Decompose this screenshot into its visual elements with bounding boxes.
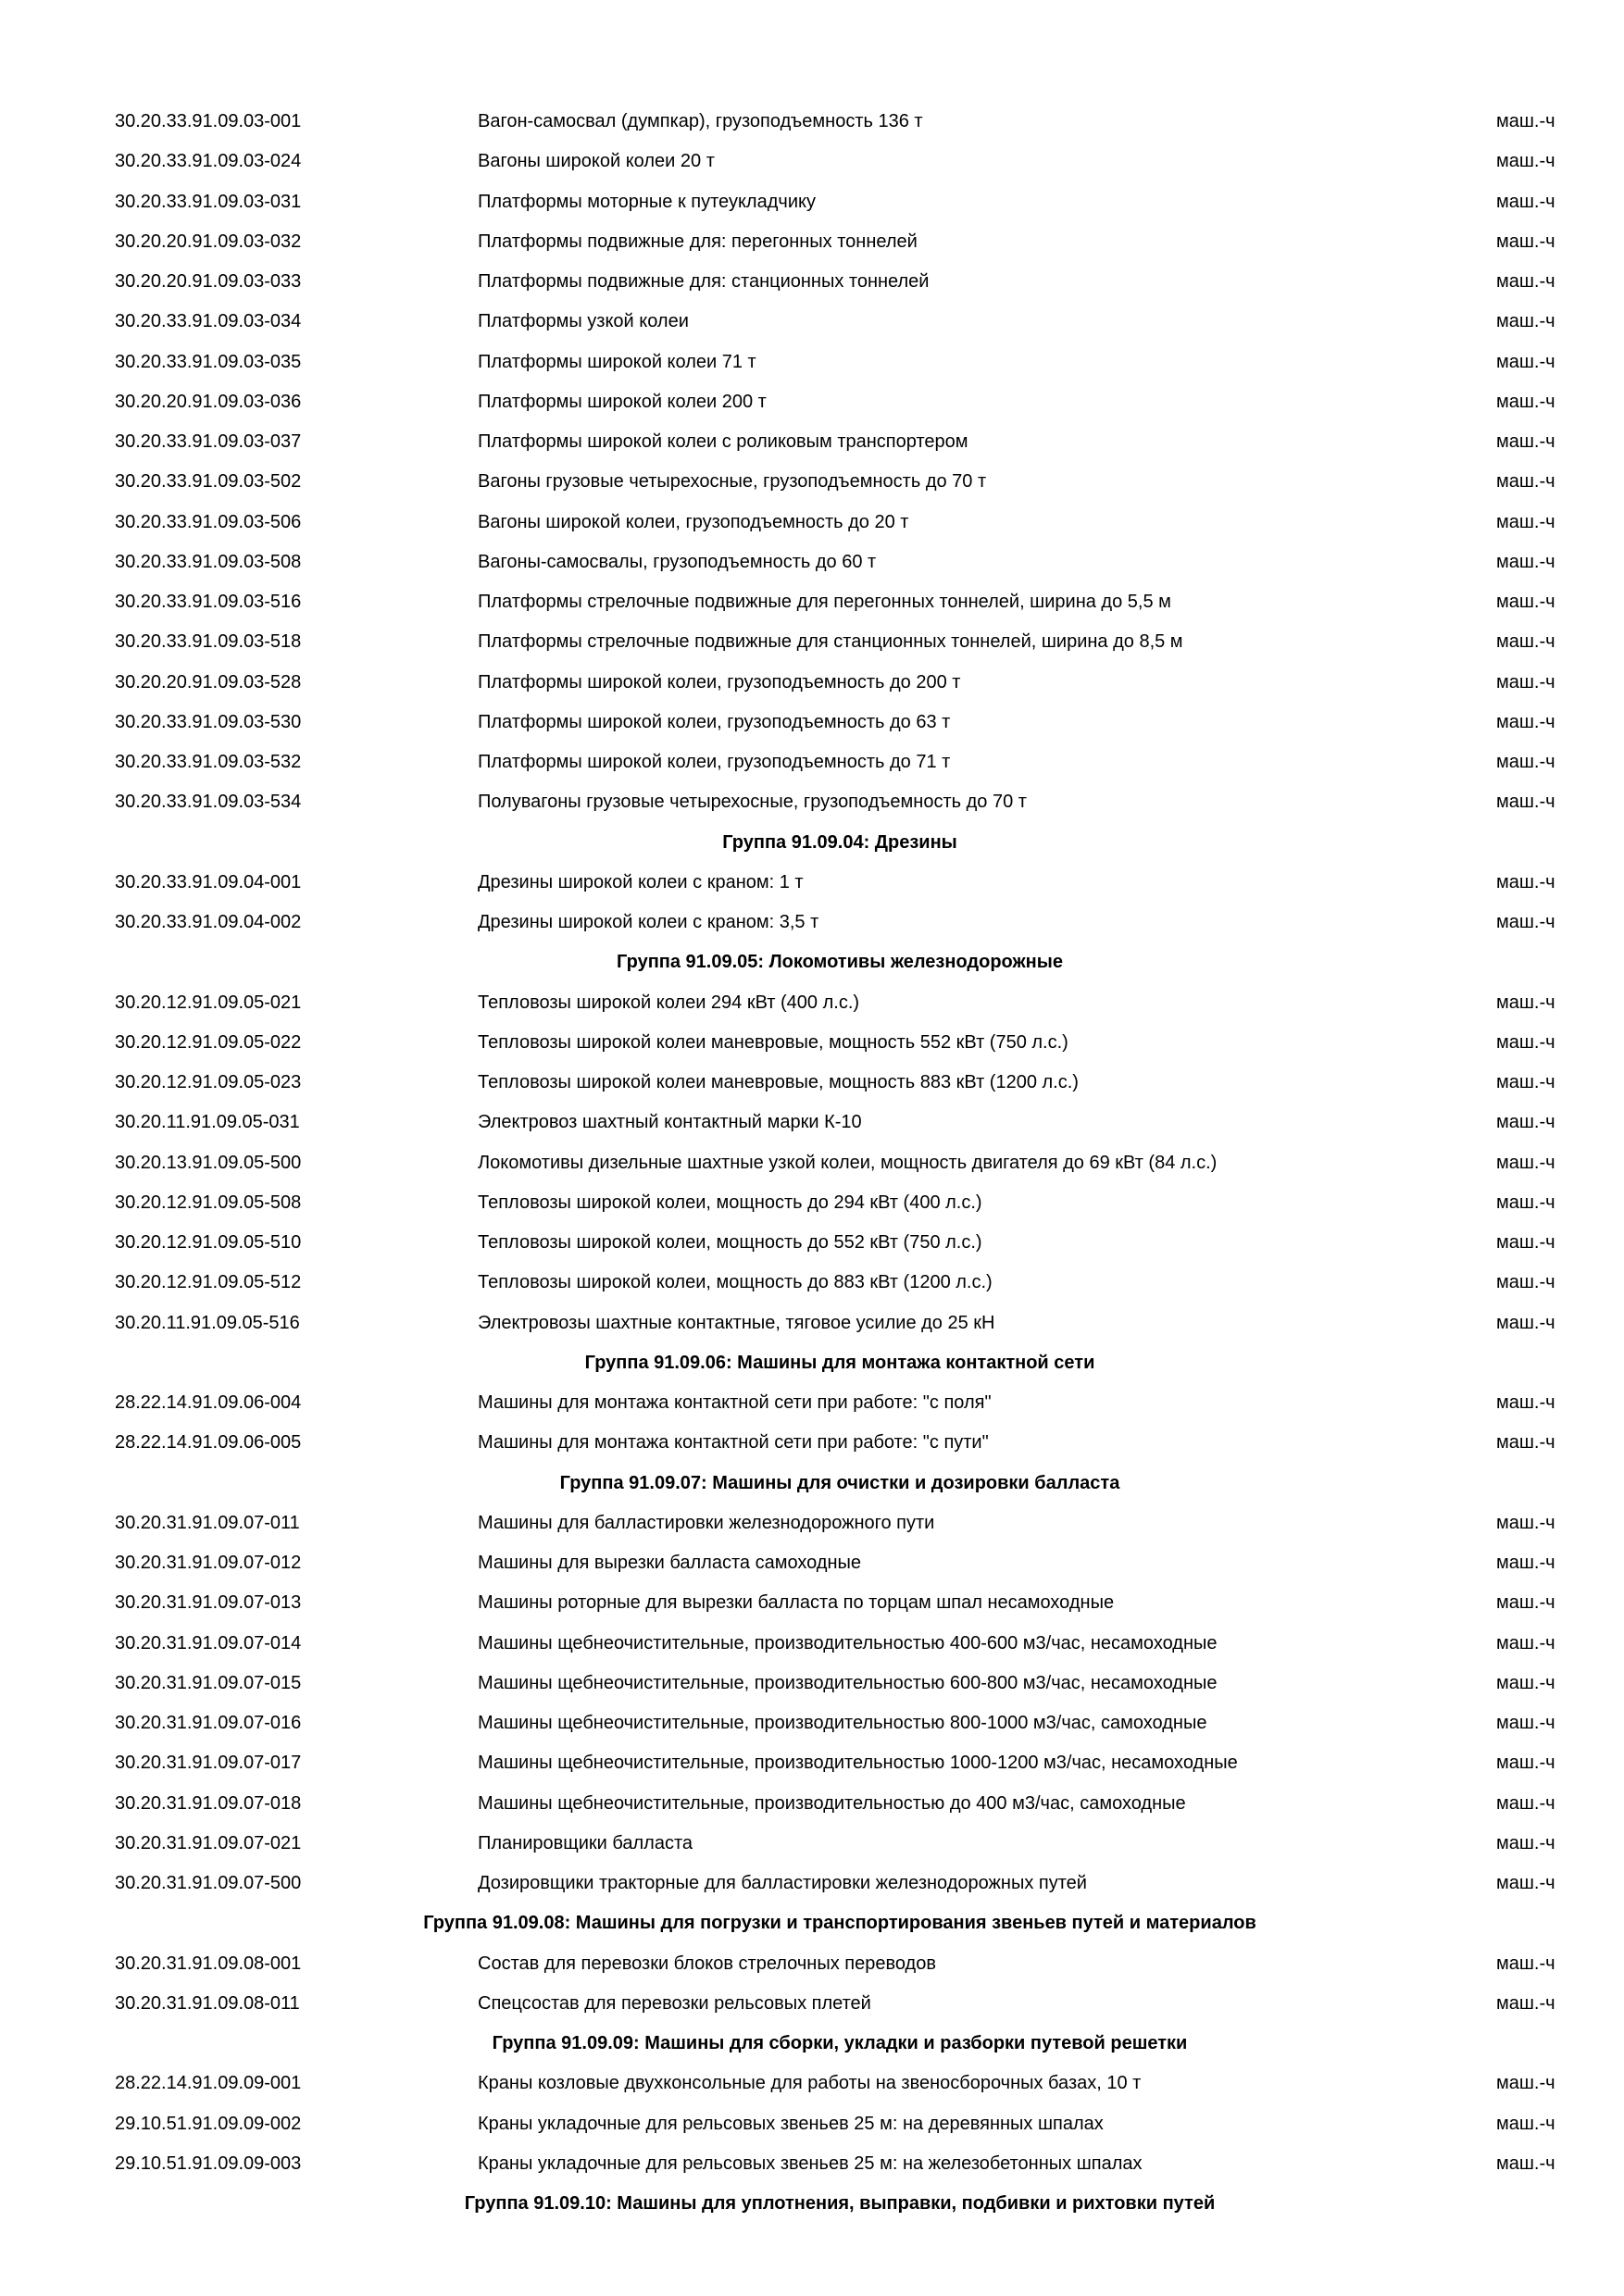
unit-of-measure: маш.-ч — [1496, 151, 1555, 172]
unit-of-measure: маш.-ч — [1496, 1072, 1555, 1092]
table-row — [0, 1304, 1624, 1343]
unit-of-measure: маш.-ч — [1496, 271, 1555, 292]
resource-name: Платформы узкой колеи — [478, 311, 689, 332]
resource-code: 30.20.33.91.09.03-508 — [115, 551, 302, 572]
resource-code: 30.20.31.91.09.07-016 — [115, 1713, 302, 1733]
table-row — [0, 1543, 1624, 1583]
resource-name: Платформы подвижные для: перегонных тоннелей — [478, 231, 918, 252]
resource-code: 30.20.12.91.09.05-021 — [115, 992, 302, 1013]
unit-of-measure: маш.-ч — [1496, 1392, 1555, 1413]
unit-of-measure: маш.-ч — [1496, 1832, 1555, 1853]
resource-name: Платформы стрелочные подвижные для перегонных тоннелей, ширина до 5,5 м — [478, 592, 1171, 612]
unit-of-measure: маш.-ч — [1496, 431, 1555, 452]
unit-of-measure: маш.-ч — [1496, 1592, 1555, 1614]
resource-code: 30.20.33.91.09.03-534 — [115, 792, 302, 813]
resource-code: 29.10.51.91.09.09-003 — [115, 2152, 302, 2174]
resource-code: 30.20.33.91.09.03-532 — [115, 752, 302, 772]
resource-name: Платформы широкой колеи 71 т — [478, 351, 756, 372]
table-row — [0, 1944, 1624, 1984]
resource-name: Локомотивы дизельные шахтные узкой колеи, мощность двигателя до 69 кВт (84 л.с.) — [478, 1152, 1218, 1173]
unit-of-measure: маш.-ч — [1496, 992, 1555, 1013]
resource-table — [0, 102, 1624, 2224]
resource-name: Краны укладочные для рельсовых звеньев 25 м: на железобетонных шпалах — [478, 2152, 1143, 2174]
table-row — [0, 142, 1624, 181]
resource-name: Тепловозы широкой колеи 294 кВт (400 л.с.) — [478, 992, 860, 1013]
unit-of-measure: маш.-ч — [1496, 351, 1555, 372]
resource-code: 30.20.12.91.09.05-023 — [115, 1072, 302, 1092]
group-heading: Группа 91.09.05: Локомотивы железнодорожные — [617, 952, 1063, 973]
table-row — [0, 1664, 1624, 1703]
resource-name: Тепловозы широкой колеи, мощность до 552 кВт (750 л.с.) — [478, 1232, 982, 1253]
resource-name: Тепловозы широкой колеи маневровые, мощность 552 кВт (750 л.с.) — [478, 1031, 1068, 1053]
table-row — [0, 462, 1624, 502]
group-heading: Группа 91.09.10: Машины для уплотнения, выправки, подбивки и рихтовки путей — [464, 2193, 1216, 2214]
unit-of-measure: маш.-ч — [1496, 912, 1555, 932]
resource-code: 30.20.33.91.09.03-001 — [115, 111, 302, 131]
unit-of-measure: маш.-ч — [1496, 1753, 1555, 1774]
table-row — [0, 1103, 1624, 1142]
resource-name: Машины для балластировки железнодорожного пути — [478, 1512, 935, 1533]
resource-name: Платформы широкой колеи с роликовым транспортером — [478, 431, 968, 452]
unit-of-measure: маш.-ч — [1496, 1232, 1555, 1253]
resource-name: Машины для монтажа контактной сети при работе: "с пути" — [478, 1432, 989, 1454]
resource-name: Дозировщики тракторные для балластировки железнодорожных путей — [478, 1873, 1087, 1893]
resource-name: Платформы стрелочные подвижные для станционных тоннелей, ширина до 8,5 м — [478, 631, 1183, 653]
unit-of-measure: маш.-ч — [1496, 1512, 1555, 1533]
resource-code: 28.22.14.91.09.06-005 — [115, 1432, 302, 1454]
table-row — [0, 1183, 1624, 1223]
resource-code: 28.22.14.91.09.06-004 — [115, 1392, 302, 1413]
table-row — [0, 903, 1624, 942]
resource-code: 30.20.31.91.09.07-012 — [115, 1553, 302, 1573]
resource-name: Тепловозы широкой колеи, мощность до 883 кВт (1200 л.с.) — [478, 1272, 993, 1293]
unit-of-measure: маш.-ч — [1496, 1192, 1555, 1213]
resource-code: 30.20.31.91.09.07-018 — [115, 1792, 302, 1814]
table-row — [0, 1504, 1624, 1543]
table-row — [0, 1624, 1624, 1664]
table-row — [0, 1023, 1624, 1063]
table-row — [0, 382, 1624, 422]
resource-code: 30.20.20.91.09.03-528 — [115, 671, 302, 693]
resource-code: 30.20.33.91.09.03-035 — [115, 351, 302, 372]
unit-of-measure: маш.-ч — [1496, 1432, 1555, 1454]
table-row — [0, 983, 1624, 1023]
table-row — [0, 343, 1624, 382]
unit-of-measure: маш.-ч — [1496, 471, 1555, 493]
resource-code: 30.20.31.91.09.07-015 — [115, 1672, 302, 1693]
table-row — [0, 182, 1624, 222]
resource-code: 30.20.31.91.09.07-021 — [115, 1832, 302, 1853]
table-row — [0, 1864, 1624, 1903]
unit-of-measure: маш.-ч — [1496, 191, 1555, 212]
resource-code: 30.20.12.91.09.05-022 — [115, 1031, 302, 1053]
resource-code: 30.20.31.91.09.08-011 — [115, 1992, 300, 2014]
unit-of-measure: маш.-ч — [1496, 1272, 1555, 1293]
resource-name: Машины роторные для вырезки балласта по торцам шпал несамоходные — [478, 1592, 1115, 1614]
resource-code: 30.20.31.91.09.07-017 — [115, 1753, 302, 1774]
resource-name: Платформы широкой колеи 200 т — [478, 391, 767, 412]
unit-of-measure: маш.-ч — [1496, 1792, 1555, 1814]
unit-of-measure: маш.-ч — [1496, 2152, 1555, 2174]
unit-of-measure: маш.-ч — [1496, 1553, 1555, 1573]
table-row — [0, 742, 1624, 782]
resource-name: Вагоны широкой колеи 20 т — [478, 151, 715, 172]
resource-code: 28.22.14.91.09.09-001 — [115, 2073, 302, 2094]
table-row — [0, 503, 1624, 543]
table-row — [0, 1824, 1624, 1864]
table-row — [0, 863, 1624, 903]
resource-code: 30.20.11.91.09.05-031 — [115, 1112, 300, 1133]
unit-of-measure: маш.-ч — [1496, 1953, 1555, 1974]
table-row — [0, 703, 1624, 742]
table-row — [0, 1143, 1624, 1183]
group-heading: Группа 91.09.07: Машины для очистки и дозировки балласта — [559, 1472, 1120, 1493]
resource-code: 30.20.12.91.09.05-510 — [115, 1232, 302, 1253]
group-heading: Группа 91.09.06: Машины для монтажа контактной сети — [584, 1352, 1095, 1373]
resource-code: 30.20.33.91.09.03-518 — [115, 631, 302, 653]
unit-of-measure: маш.-ч — [1496, 1992, 1555, 2014]
resource-name: Платформы широкой колеи, грузоподъемность до 71 т — [478, 752, 951, 772]
resource-name: Состав для перевозки блоков стрелочных переводов — [478, 1953, 936, 1974]
unit-of-measure: маш.-ч — [1496, 1152, 1555, 1173]
unit-of-measure: маш.-ч — [1496, 391, 1555, 412]
unit-of-measure: маш.-ч — [1496, 111, 1555, 131]
resource-name: Дрезины широкой колеи с краном: 1 т — [478, 871, 804, 892]
resource-code: 30.20.20.91.09.03-033 — [115, 271, 302, 292]
resource-name: Платформы широкой колеи, грузоподъемность до 200 т — [478, 671, 961, 693]
resource-name: Машины щебнеочистительные, производительностью до 400 м3/час, самоходные — [478, 1792, 1186, 1814]
resource-code: 30.20.33.91.09.03-530 — [115, 711, 302, 732]
resource-name: Платформы широкой колеи, грузоподъемность до 63 т — [478, 711, 951, 732]
resource-code: 30.20.31.91.09.07-013 — [115, 1592, 302, 1614]
table-row — [0, 1703, 1624, 1743]
resource-name: Машины для вырезки балласта самоходные — [478, 1553, 862, 1573]
table-row — [0, 1743, 1624, 1783]
unit-of-measure: маш.-ч — [1496, 631, 1555, 653]
unit-of-measure: маш.-ч — [1496, 1312, 1555, 1333]
table-row — [0, 1984, 1624, 2024]
resource-name: Полувагоны грузовые четырехосные, грузоподъемность до 70 т — [478, 792, 1027, 813]
resource-code: 29.10.51.91.09.09-002 — [115, 2113, 302, 2134]
resource-code: 30.20.31.91.09.07-011 — [115, 1512, 300, 1533]
unit-of-measure: маш.-ч — [1496, 871, 1555, 892]
resource-name: Спецсостав для перевозки рельсовых плетей — [478, 1992, 871, 2014]
resource-name: Машины щебнеочистительные, производительностью 600-800 м3/час, несамоходные — [478, 1672, 1218, 1693]
resource-code: 30.20.33.91.09.03-034 — [115, 311, 302, 332]
resource-name: Вагоны широкой колеи, грузоподъемность до 20 т — [478, 511, 909, 532]
resource-name: Дрезины широкой колеи с краном: 3,5 т — [478, 912, 819, 932]
resource-code: 30.20.33.91.09.03-502 — [115, 471, 302, 493]
resource-code: 30.20.33.91.09.03-506 — [115, 511, 302, 532]
resource-code: 30.20.33.91.09.03-037 — [115, 431, 302, 452]
unit-of-measure: маш.-ч — [1496, 671, 1555, 693]
resource-name: Электровоз шахтный контактный марки К-10 — [478, 1112, 862, 1133]
unit-of-measure: маш.-ч — [1496, 1713, 1555, 1733]
table-row — [0, 1223, 1624, 1263]
table-row — [0, 302, 1624, 342]
unit-of-measure: маш.-ч — [1496, 1112, 1555, 1133]
resource-code: 30.20.31.91.09.07-500 — [115, 1873, 302, 1893]
resource-name: Платформы подвижные для: станционных тоннелей — [478, 271, 930, 292]
table-row — [0, 782, 1624, 822]
unit-of-measure: маш.-ч — [1496, 311, 1555, 332]
table-row — [0, 422, 1624, 462]
unit-of-measure: маш.-ч — [1496, 752, 1555, 772]
resource-name: Краны козловые двухконсольные для работы на звеносборочных базах, 10 т — [478, 2073, 1142, 2094]
table-row — [0, 1263, 1624, 1303]
resource-code: 30.20.33.91.09.03-031 — [115, 191, 302, 212]
resource-name: Машины щебнеочистительные, производительностью 400-600 м3/час, несамоходные — [478, 1632, 1218, 1653]
resource-code: 30.20.11.91.09.05-516 — [115, 1312, 300, 1333]
unit-of-measure: маш.-ч — [1496, 551, 1555, 572]
unit-of-measure: маш.-ч — [1496, 1672, 1555, 1693]
resource-code: 30.20.12.91.09.05-512 — [115, 1272, 302, 1293]
table-row — [0, 582, 1624, 622]
resource-code: 30.20.31.91.09.07-014 — [115, 1632, 302, 1653]
unit-of-measure: маш.-ч — [1496, 1632, 1555, 1653]
unit-of-measure: маш.-ч — [1496, 1031, 1555, 1053]
table-row — [0, 1383, 1624, 1423]
unit-of-measure: маш.-ч — [1496, 2073, 1555, 2094]
unit-of-measure: маш.-ч — [1496, 711, 1555, 732]
table-row — [0, 622, 1624, 662]
unit-of-measure: маш.-ч — [1496, 511, 1555, 532]
resource-name: Планировщики балласта — [478, 1832, 693, 1853]
table-row — [0, 543, 1624, 582]
resource-name: Тепловозы широкой колеи, мощность до 294 кВт (400 л.с.) — [478, 1192, 982, 1213]
resource-code: 30.20.33.91.09.03-024 — [115, 151, 302, 172]
unit-of-measure: маш.-ч — [1496, 792, 1555, 813]
table-row — [0, 222, 1624, 262]
table-row — [0, 102, 1624, 142]
resource-code: 30.20.33.91.09.03-516 — [115, 592, 302, 612]
group-heading: Группа 91.09.04: Дрезины — [722, 831, 957, 853]
unit-of-measure: маш.-ч — [1496, 592, 1555, 612]
group-heading: Группа 91.09.09: Машины для сборки, укладки и разборки путевой решетки — [492, 2033, 1188, 2053]
table-row — [0, 1583, 1624, 1623]
table-row — [0, 1423, 1624, 1463]
table-row — [0, 1784, 1624, 1824]
resource-name: Вагоны грузовые четырехосные, грузоподъемность до 70 т — [478, 471, 987, 493]
resource-code: 30.20.13.91.09.05-500 — [115, 1152, 302, 1173]
resource-code: 30.20.20.91.09.03-036 — [115, 391, 302, 412]
resource-name: Вагон-самосвал (думпкар), грузоподъемность 136 т — [478, 111, 923, 131]
resource-code: 30.20.33.91.09.04-002 — [115, 912, 302, 932]
table-row — [0, 1063, 1624, 1103]
resource-name: Машины для монтажа контактной сети при работе: "с поля" — [478, 1392, 992, 1413]
table-row — [0, 2144, 1624, 2184]
unit-of-measure: маш.-ч — [1496, 2113, 1555, 2134]
resource-name: Вагоны-самосвалы, грузоподъемность до 60 т — [478, 551, 877, 572]
table-row — [0, 2064, 1624, 2103]
resource-name: Краны укладочные для рельсовых звеньев 25 м: на деревянных шпалах — [478, 2113, 1104, 2134]
resource-code: 30.20.20.91.09.03-032 — [115, 231, 302, 252]
resource-name: Тепловозы широкой колеи маневровые, мощность 883 кВт (1200 л.с.) — [478, 1072, 1079, 1092]
table-row — [0, 2104, 1624, 2144]
resource-code: 30.20.31.91.09.08-001 — [115, 1953, 302, 1974]
resource-code: 30.20.33.91.09.04-001 — [115, 871, 302, 892]
resource-code: 30.20.12.91.09.05-508 — [115, 1192, 302, 1213]
group-heading: Группа 91.09.08: Машины для погрузки и транспортирования звеньев путей и материалов — [423, 1913, 1256, 1934]
table-row — [0, 262, 1624, 302]
unit-of-measure: маш.-ч — [1496, 231, 1555, 252]
resource-name: Платформы моторные к путеукладчику — [478, 191, 816, 212]
unit-of-measure: маш.-ч — [1496, 1873, 1555, 1893]
resource-name: Электровозы шахтные контактные, тяговое усилие до 25 кН — [478, 1312, 995, 1333]
resource-name: Машины щебнеочистительные, производительностью 800-1000 м3/час, самоходные — [478, 1713, 1207, 1733]
table-row — [0, 663, 1624, 703]
resource-name: Машины щебнеочистительные, производительностью 1000-1200 м3/час, несамоходные — [478, 1753, 1238, 1774]
